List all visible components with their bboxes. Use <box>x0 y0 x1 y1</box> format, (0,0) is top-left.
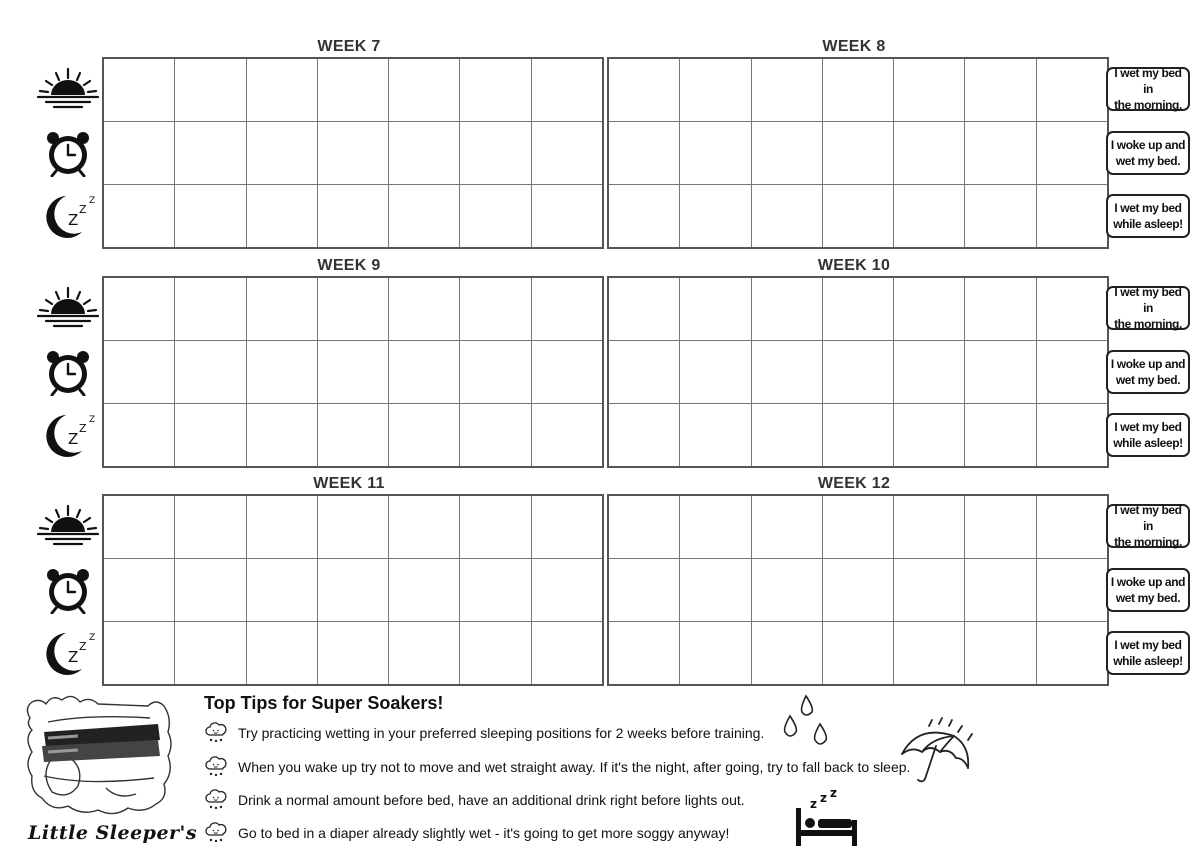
legend-line: I woke up and <box>1110 137 1186 152</box>
day-cell[interactable] <box>317 559 388 622</box>
grid-row <box>608 622 1108 686</box>
day-cell[interactable] <box>317 341 388 404</box>
day-cell[interactable] <box>460 559 531 622</box>
day-cell[interactable] <box>246 622 317 686</box>
day-cell[interactable] <box>175 341 246 404</box>
day-cell[interactable] <box>460 277 531 341</box>
day-cell[interactable] <box>751 404 822 468</box>
day-cell[interactable] <box>389 622 460 686</box>
day-cell[interactable] <box>389 341 460 404</box>
week-grid <box>102 494 604 686</box>
tip-item <box>204 754 910 780</box>
day-cell[interactable] <box>965 495 1036 559</box>
day-cell[interactable] <box>246 58 317 122</box>
day-cell[interactable] <box>894 122 965 185</box>
alarm-clock-icon <box>44 129 92 177</box>
alarm-clock-icon <box>44 566 92 614</box>
sunrise-icon <box>36 67 100 111</box>
day-cell[interactable] <box>608 122 680 185</box>
legend-line: I woke up and <box>1110 356 1186 371</box>
tip-text: Try practicing wetting in your preferred sleeping positions for 2 weeks before training. <box>238 725 765 741</box>
legend-line: I wet my bed <box>1114 638 1182 652</box>
day-cell[interactable] <box>822 559 893 622</box>
cloud-icon <box>204 821 228 845</box>
week-title: WEEK 8 <box>822 38 886 55</box>
grid-row <box>608 277 1108 341</box>
day-cell[interactable] <box>1036 58 1108 122</box>
legend-line: I wet my bed <box>1114 420 1182 434</box>
legend-line: I wet my bed in <box>1114 285 1182 315</box>
week-grid <box>102 57 604 249</box>
tip-text: When you wake up try not to move and wet straight away. If it's the night, after going, try to fall back to sleep. <box>238 759 911 775</box>
week-title: WEEK 10 <box>817 257 891 274</box>
day-cell[interactable] <box>531 495 603 559</box>
week-title: WEEK 9 <box>317 257 381 274</box>
day-cell[interactable] <box>608 404 680 468</box>
sleep-moon-icon <box>44 629 100 677</box>
legend-line: while asleep! <box>1113 217 1183 231</box>
day-cell[interactable] <box>894 58 965 122</box>
day-cell[interactable] <box>608 58 680 122</box>
day-cell[interactable] <box>246 185 317 249</box>
day-cell[interactable] <box>389 185 460 249</box>
day-cell[interactable] <box>317 495 388 559</box>
day-cell[interactable] <box>751 559 822 622</box>
umbrella-icon <box>896 716 978 788</box>
day-cell[interactable] <box>175 122 246 185</box>
day-cell[interactable] <box>751 58 822 122</box>
tip-item <box>204 820 729 846</box>
day-cell[interactable] <box>680 122 751 185</box>
day-cell[interactable] <box>389 495 460 559</box>
day-cell[interactable] <box>317 622 388 686</box>
legend-asleep <box>1106 631 1190 675</box>
day-cell[interactable] <box>894 404 965 468</box>
legend-line: I wet my bed <box>1114 201 1182 215</box>
day-cell[interactable] <box>965 341 1036 404</box>
day-cell[interactable] <box>751 277 822 341</box>
day-cell[interactable] <box>460 622 531 686</box>
grid-row <box>103 58 603 122</box>
svg-text:z: z <box>810 797 817 811</box>
sunrise-icon <box>36 286 100 330</box>
legend-morning <box>1106 504 1190 548</box>
day-cell[interactable] <box>317 122 388 185</box>
day-cell[interactable] <box>389 404 460 468</box>
day-cell[interactable] <box>389 122 460 185</box>
day-cell[interactable] <box>317 404 388 468</box>
grid-row <box>103 341 603 404</box>
day-cell[interactable] <box>680 495 751 559</box>
week-grid <box>102 276 604 468</box>
day-cell[interactable] <box>1036 122 1108 185</box>
day-cell[interactable] <box>894 341 965 404</box>
day-cell[interactable] <box>531 404 603 468</box>
legend-line: I wet my bed in <box>1114 503 1182 533</box>
grid-row <box>608 122 1108 185</box>
grid-row <box>608 404 1108 468</box>
grid-row <box>103 495 603 559</box>
day-cell[interactable] <box>175 58 246 122</box>
day-cell[interactable] <box>894 622 965 686</box>
day-cell[interactable] <box>175 495 246 559</box>
day-cell[interactable] <box>965 404 1036 468</box>
day-cell[interactable] <box>751 622 822 686</box>
day-cell[interactable] <box>751 185 822 249</box>
day-cell[interactable] <box>965 277 1036 341</box>
day-cell[interactable] <box>531 185 603 249</box>
day-cell[interactable] <box>1036 185 1108 249</box>
legend-line: the morning. <box>1114 98 1182 112</box>
grid-row <box>608 495 1108 559</box>
day-cell[interactable] <box>531 622 603 686</box>
day-cell[interactable] <box>965 58 1036 122</box>
cloud-icon <box>204 721 228 745</box>
day-cell[interactable] <box>1036 559 1108 622</box>
legend-morning <box>1106 67 1190 111</box>
sleeping-bed-icon <box>792 788 860 848</box>
day-cell[interactable] <box>460 185 531 249</box>
week-title: WEEK 7 <box>317 38 381 55</box>
day-cell[interactable] <box>460 495 531 559</box>
day-cell[interactable] <box>317 185 388 249</box>
day-cell[interactable] <box>103 122 175 185</box>
day-cell[interactable] <box>894 277 965 341</box>
day-cell[interactable] <box>531 341 603 404</box>
grid-row <box>103 122 603 185</box>
day-cell[interactable] <box>531 58 603 122</box>
day-cell[interactable] <box>822 495 893 559</box>
day-cell[interactable] <box>175 185 246 249</box>
legend-line: while asleep! <box>1113 654 1183 668</box>
day-cell[interactable] <box>822 122 893 185</box>
day-cell[interactable] <box>608 277 680 341</box>
diaper-illustration <box>18 688 178 820</box>
legend-woke <box>1106 350 1190 394</box>
week-grid <box>607 494 1109 686</box>
day-cell[interactable] <box>608 185 680 249</box>
day-cell[interactable] <box>822 58 893 122</box>
day-cell[interactable] <box>531 277 603 341</box>
day-cell[interactable] <box>608 341 680 404</box>
legend-line: wet my bed. <box>1115 590 1181 605</box>
day-cell[interactable] <box>894 185 965 249</box>
alarm-clock-icon <box>44 348 92 396</box>
day-cell[interactable] <box>175 559 246 622</box>
day-cell[interactable] <box>608 622 680 686</box>
day-cell[interactable] <box>389 559 460 622</box>
legend-line: while asleep! <box>1113 436 1183 450</box>
week-grid <box>607 276 1109 468</box>
week-title: WEEK 12 <box>817 475 891 492</box>
legend-woke <box>1106 131 1190 175</box>
day-cell[interactable] <box>822 404 893 468</box>
day-cell[interactable] <box>246 495 317 559</box>
cloud-icon <box>204 788 228 812</box>
day-cell[interactable] <box>751 495 822 559</box>
day-cell[interactable] <box>894 495 965 559</box>
day-cell[interactable] <box>822 185 893 249</box>
legend-line: I wet my bed in <box>1114 66 1182 96</box>
legend-line: wet my bed. <box>1115 372 1181 387</box>
day-cell[interactable] <box>1036 622 1108 686</box>
tips-title: Top Tips for Super Soakers! <box>204 693 444 713</box>
day-cell[interactable] <box>103 559 175 622</box>
day-cell[interactable] <box>389 277 460 341</box>
day-cell[interactable] <box>822 341 893 404</box>
tip-item <box>204 720 764 746</box>
day-cell[interactable] <box>531 559 603 622</box>
day-cell[interactable] <box>246 341 317 404</box>
day-cell[interactable] <box>317 277 388 341</box>
grid-row <box>608 559 1108 622</box>
grid-row <box>608 341 1108 404</box>
day-cell[interactable] <box>680 185 751 249</box>
day-cell[interactable] <box>680 404 751 468</box>
legend-asleep <box>1106 194 1190 238</box>
grid-row <box>103 277 603 341</box>
day-cell[interactable] <box>894 559 965 622</box>
day-cell[interactable] <box>822 622 893 686</box>
legend-woke <box>1106 568 1190 612</box>
day-cell[interactable] <box>317 58 388 122</box>
day-cell[interactable] <box>680 341 751 404</box>
raindrops-icon <box>780 694 830 752</box>
brand-logo-text: Little Sleeper's <box>28 822 198 844</box>
sleep-moon-icon <box>44 192 100 240</box>
day-cell[interactable] <box>103 495 175 559</box>
day-cell[interactable] <box>1036 277 1108 341</box>
day-cell[interactable] <box>246 559 317 622</box>
day-cell[interactable] <box>822 277 893 341</box>
day-cell[interactable] <box>965 185 1036 249</box>
sunrise-icon <box>36 504 100 548</box>
day-cell[interactable] <box>680 277 751 341</box>
day-cell[interactable] <box>751 341 822 404</box>
day-cell[interactable] <box>1036 404 1108 468</box>
legend-asleep <box>1106 413 1190 457</box>
day-cell[interactable] <box>103 185 175 249</box>
day-cell[interactable] <box>460 341 531 404</box>
legend-line: the morning. <box>1114 535 1182 549</box>
legend-line: the morning. <box>1114 317 1182 331</box>
legend-line: I woke up and <box>1110 574 1186 589</box>
day-cell[interactable] <box>103 58 175 122</box>
svg-text:z: z <box>830 788 837 800</box>
tip-item <box>204 787 745 813</box>
day-cell[interactable] <box>246 277 317 341</box>
grid-row <box>608 185 1108 249</box>
day-cell[interactable] <box>965 559 1036 622</box>
day-cell[interactable] <box>103 404 175 468</box>
day-cell[interactable] <box>460 122 531 185</box>
day-cell[interactable] <box>680 559 751 622</box>
day-cell[interactable] <box>751 122 822 185</box>
day-cell[interactable] <box>389 58 460 122</box>
tip-text: Go to bed in a diaper already slightly wet - it's going to get more soggy anyway! <box>238 825 730 841</box>
grid-row <box>103 559 603 622</box>
day-cell[interactable] <box>965 622 1036 686</box>
day-cell[interactable] <box>246 122 317 185</box>
day-cell[interactable] <box>246 404 317 468</box>
grid-row <box>608 58 1108 122</box>
week-grid <box>607 57 1109 249</box>
week-title: WEEK 11 <box>313 475 385 492</box>
grid-row <box>103 404 603 468</box>
day-cell[interactable] <box>103 341 175 404</box>
day-cell[interactable] <box>531 122 603 185</box>
day-cell[interactable] <box>103 277 175 341</box>
day-cell[interactable] <box>680 58 751 122</box>
tip-text: Drink a normal amount before bed, have an additional drink right before lights out. <box>238 792 745 808</box>
day-cell[interactable] <box>103 622 175 686</box>
day-cell[interactable] <box>175 622 246 686</box>
cloud-icon <box>204 755 228 779</box>
day-cell[interactable] <box>460 404 531 468</box>
day-cell[interactable] <box>460 58 531 122</box>
day-cell[interactable] <box>175 404 246 468</box>
day-cell[interactable] <box>1036 341 1108 404</box>
day-cell[interactable] <box>608 495 680 559</box>
grid-row <box>103 622 603 686</box>
legend-morning <box>1106 286 1190 330</box>
day-cell[interactable] <box>680 622 751 686</box>
day-cell[interactable] <box>608 559 680 622</box>
day-cell[interactable] <box>1036 495 1108 559</box>
grid-row <box>103 185 603 249</box>
legend-line: wet my bed. <box>1115 153 1181 168</box>
sleep-moon-icon <box>44 411 100 459</box>
day-cell[interactable] <box>175 277 246 341</box>
svg-text:z: z <box>820 791 827 805</box>
day-cell[interactable] <box>965 122 1036 185</box>
